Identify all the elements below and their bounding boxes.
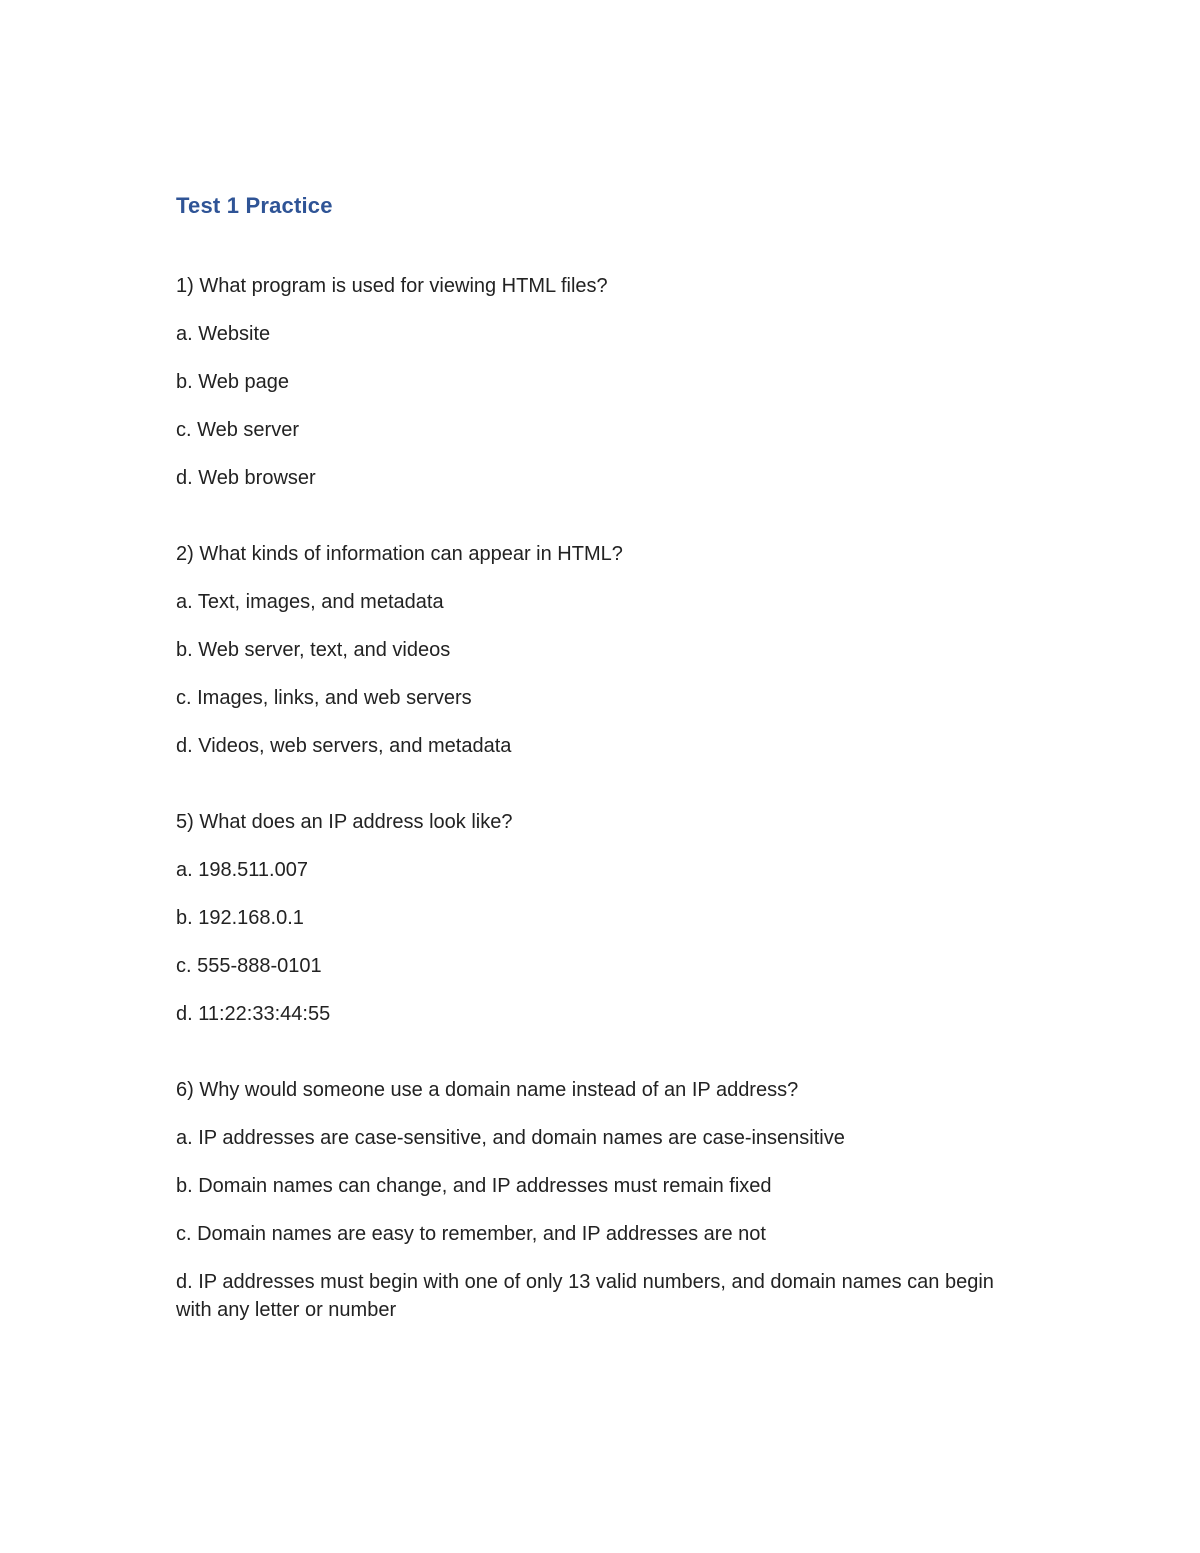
question-block (176, 540, 1016, 760)
question-text: 2) What kinds of information can appear in HTML? (176, 543, 623, 565)
answer-option: a. Text, images, and metadata (176, 591, 444, 613)
answer-option: c. Web server (176, 419, 299, 441)
question-text: 6) Why would someone use a domain name instead of an IP address? (176, 1079, 799, 1101)
answer-option: b. Web page (176, 371, 290, 393)
answer-option: c. 555-888-0101 (176, 955, 322, 977)
question-block (176, 808, 1016, 1028)
answer-option: a. 198.511.007 (176, 859, 308, 881)
question-text: 1) What program is used for viewing HTML files? (176, 275, 608, 297)
answer-option: b. Domain names can change, and IP addresses must remain fixed (176, 1175, 772, 1197)
answer-option: a. IP addresses are case-sensitive, and domain names are case-insensitive (176, 1127, 845, 1149)
document-title: Test 1 Practice (176, 193, 333, 218)
answer-option: d. Videos, web servers, and metadata (176, 735, 512, 757)
answer-option: c. Domain names are easy to remember, and IP addresses are not (176, 1223, 766, 1245)
answer-option: d. 11:22:33:44:55 (176, 1003, 331, 1025)
answer-option: b. Web server, text, and videos (176, 639, 451, 661)
document-content (176, 190, 1016, 1372)
answer-option: d. Web browser (176, 467, 316, 489)
question-block (176, 1076, 1016, 1324)
question-block (176, 272, 1016, 492)
answer-option: d. IP addresses must begin with one of only 13 valid numbers, and domain names can begin with any letter or number (176, 1271, 994, 1321)
question-text: 5) What does an IP address look like? (176, 811, 513, 833)
answer-option: a. Website (176, 323, 271, 345)
answer-option: b. 192.168.0.1 (176, 907, 304, 929)
answer-option: c. Images, links, and web servers (176, 687, 472, 709)
